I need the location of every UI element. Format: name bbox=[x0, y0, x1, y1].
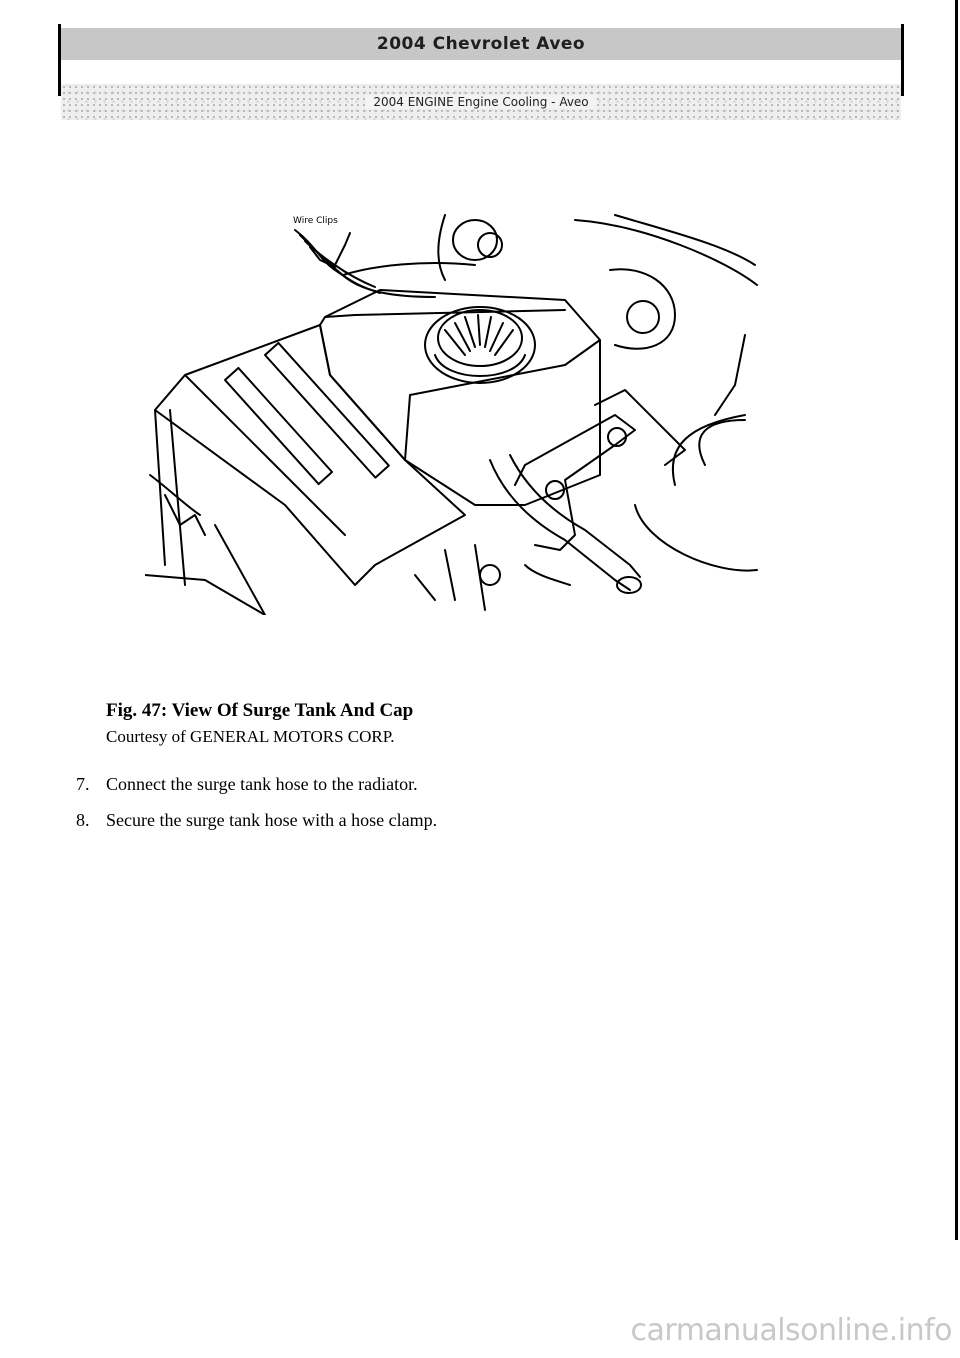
step-number: 7. bbox=[76, 774, 90, 794]
watermark: carmanualsonline.info bbox=[630, 1313, 952, 1348]
step-text: Connect the surge tank hose to the radiator. bbox=[106, 774, 418, 794]
step-text: Secure the surge tank hose with a hose clamp. bbox=[106, 810, 438, 830]
header-title-bar bbox=[61, 28, 901, 60]
figure-caption bbox=[106, 698, 806, 750]
step-item bbox=[76, 802, 836, 838]
step-item bbox=[76, 766, 836, 802]
step-number: 8. bbox=[76, 810, 90, 830]
header-subtitle: 2004 ENGINE Engine Cooling - Aveo bbox=[365, 95, 596, 109]
page-right-border bbox=[955, 0, 958, 1240]
caption-title: Fig. 47: View Of Surge Tank And Cap bbox=[106, 700, 414, 721]
header-subtitle-bar bbox=[61, 84, 901, 120]
document-header bbox=[58, 24, 904, 109]
procedure-steps bbox=[76, 766, 836, 838]
surge-tank-illustration bbox=[145, 205, 760, 615]
caption-credit: Courtesy of GENERAL MOTORS CORP. bbox=[106, 727, 395, 746]
callout-label: Wire Clips bbox=[293, 216, 338, 226]
header-title: 2004 Chevrolet Aveo bbox=[376, 34, 586, 54]
